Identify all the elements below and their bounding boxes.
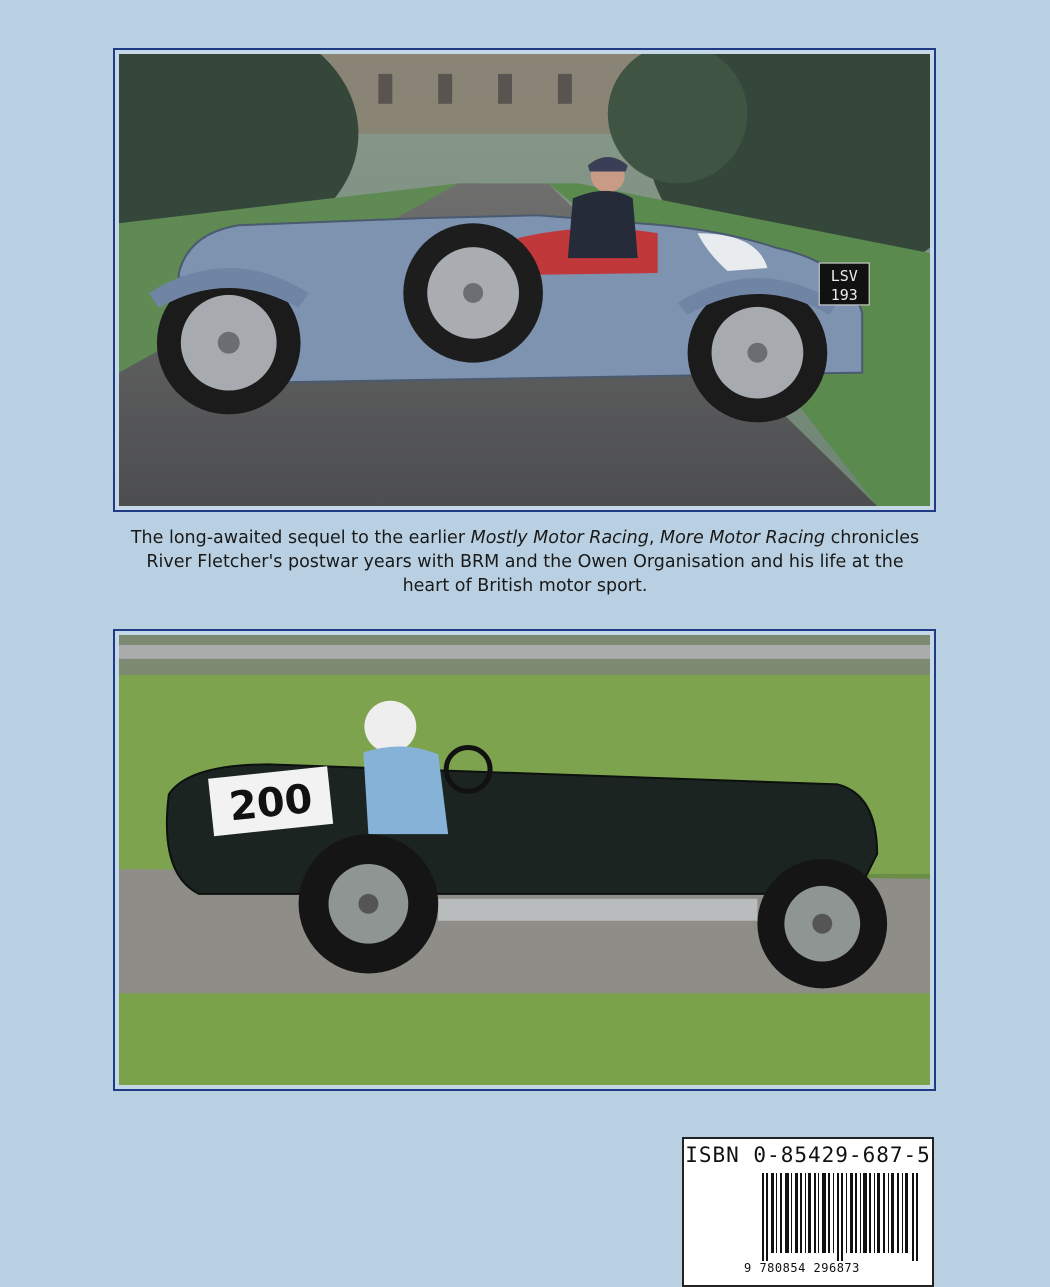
barcode-digits: 9 780854 296873 — [744, 1261, 860, 1275]
top-photo-image — [119, 54, 930, 506]
plate-line2: 193 — [830, 285, 858, 304]
top-photo — [113, 48, 936, 512]
bottom-photo-image — [119, 635, 930, 1085]
blurb-text — [60, 526, 990, 598]
blurb-line-1: The long-awaited sequel to the earlier Mostly Motor Racing, More Motor Racing chronicles — [130, 528, 920, 548]
isbn-number: ISBN 0-85429-687-5 — [685, 1143, 931, 1167]
book-title-more-motor-racing: More Motor Racing — [660, 528, 826, 548]
plate-line1: LSV — [830, 267, 858, 285]
barcode-icon — [762, 1173, 918, 1261]
number-plate — [819, 263, 869, 305]
isbn-barcode-box — [682, 1137, 934, 1287]
race-number: 200 — [227, 776, 315, 831]
blurb-line-3: heart of British motor sport. — [402, 576, 648, 596]
book-title-mostly-motor-racing: Mostly Motor Racing — [470, 528, 649, 548]
blurb-line-2: River Fletcher's postwar years with BRM and the Owen Organisation and his life at the — [146, 552, 904, 572]
bottom-photo — [113, 629, 936, 1091]
